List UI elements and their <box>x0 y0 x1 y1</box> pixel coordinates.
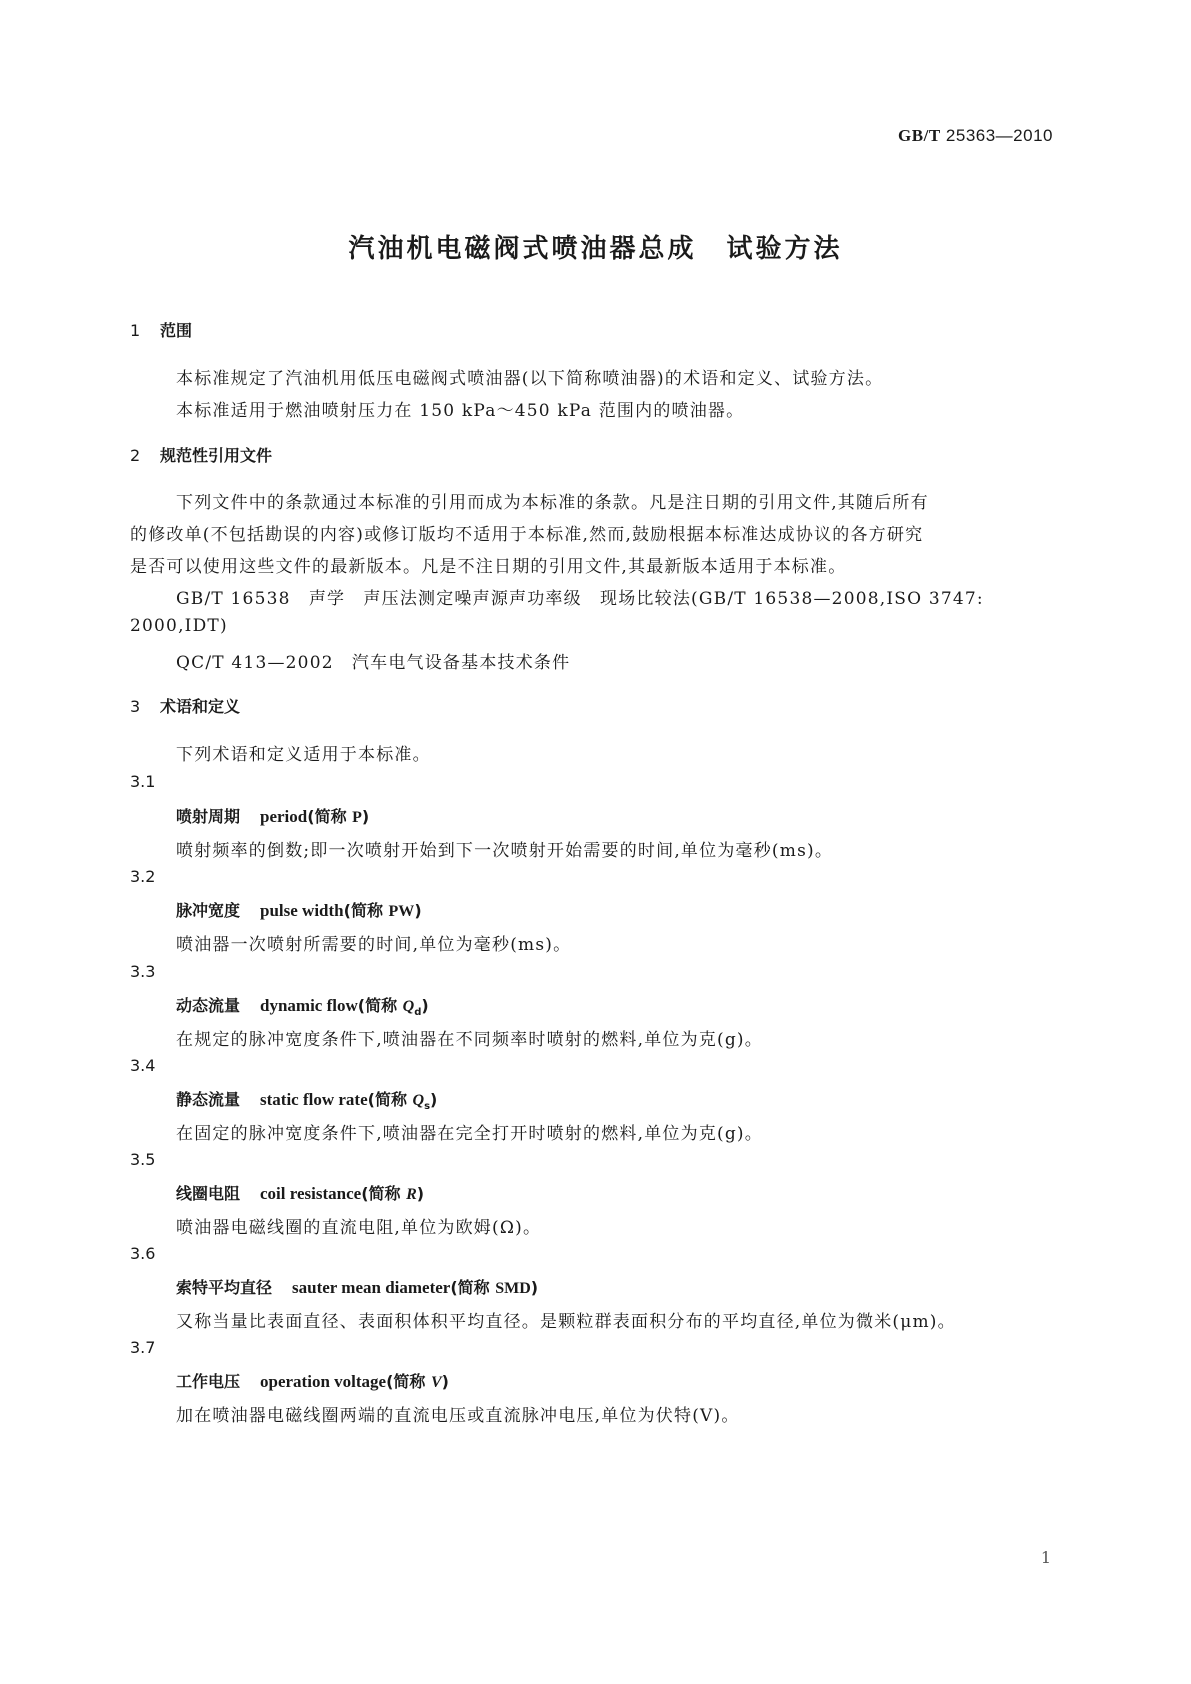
term-definition: 又称当量比表面直径、表面积体积平均直径。是颗粒群表面积分布的平均直径,单位为微米(μm)。 <box>176 1312 956 1332</box>
term-definition: 喷油器一次喷射所需要的时间,单位为毫秒(ms)。 <box>176 935 572 955</box>
term-number: 3.3 <box>130 962 156 981</box>
term-number: 3.6 <box>130 1244 156 1263</box>
standard-prefix: GB/T <box>898 126 941 145</box>
term-definition: 在规定的脉冲宽度条件下,喷油器在不同频率时喷射的燃料,单位为克(g)。 <box>176 1030 763 1050</box>
term-heading: 动态流量 dynamic flow(简称 $Q_d$) <box>176 996 429 1019</box>
term-number: 3.4 <box>130 1056 156 1075</box>
term-heading: 线圈电阻 coil resistance(简称 R) <box>176 1184 425 1203</box>
term-definition: 在固定的脉冲宽度条件下,喷油器在完全打开时喷射的燃料,单位为克(g)。 <box>176 1124 763 1144</box>
term-heading: 喷射周期 period(简称 P) <box>176 807 370 826</box>
document-title <box>0 228 1191 265</box>
term-definition: 加在喷油器电磁线圈两端的直流电压或直流脉冲电压,单位为伏特(V)。 <box>176 1406 740 1426</box>
paragraph: 下列文件中的条款通过本标准的引用而成为本标准的条款。凡是注日期的引用文件,其随后所有 <box>176 493 929 513</box>
paragraph: 是否可以使用这些文件的最新版本。凡是不注日期的引用文件,其最新版本适用于本标准。 <box>130 557 847 577</box>
term-heading: 静态流量 static flow rate(简称 $Q_s$) <box>176 1090 438 1113</box>
paragraph: 下列术语和定义适用于本标准。 <box>176 745 431 765</box>
paragraph: 本标准规定了汽油机用低压电磁阀式喷油器(以下简称喷油器)的术语和定义、试验方法。 <box>176 369 884 389</box>
reference-item-cont: 2000,IDT) <box>130 616 228 636</box>
term-definition: 喷油器电磁线圈的直流电阻,单位为欧姆(Ω)。 <box>176 1218 542 1238</box>
term-definition: 喷射频率的倒数;即一次喷射开始到下一次喷射开始需要的时间,单位为毫秒(ms)。 <box>176 841 834 861</box>
standard-code: 25363—2010 <box>945 126 1053 145</box>
standard-number <box>898 126 1053 146</box>
title-sub: 试验方法 <box>726 234 843 264</box>
paragraph: 的修改单(不包括勘误的内容)或修订版均不适用于本标准,然而,鼓励根据本标准达成协议的各方研究 <box>130 525 924 545</box>
term-number: 3.5 <box>130 1150 156 1169</box>
reference-item: QC/T 413—2002 汽车电气设备基本技术条件 <box>176 653 571 673</box>
term-heading: 索特平均直径 sauter mean diameter(简称 SMD) <box>176 1278 539 1297</box>
reference-item: GB/T 16538 声学 声压法测定噪声源声功率级 现场比较法(GB/T 16538—2008,ISO 3747: <box>176 589 984 609</box>
title-main: 汽油机电磁阀式喷油器总成 <box>348 234 697 264</box>
term-number: 3.1 <box>130 772 156 791</box>
page-number: 1 <box>1040 1548 1051 1567</box>
term-heading: 工作电压 operation voltage(简称 V) <box>176 1372 449 1391</box>
paragraph: 本标准适用于燃油喷射压力在 150 kPa～450 kPa 范围内的喷油器。 <box>176 401 745 421</box>
section-heading-scope: 1 范围 <box>130 321 193 340</box>
term-number: 3.2 <box>130 867 156 886</box>
term-heading: 脉冲宽度 pulse width(简称 PW) <box>176 901 422 920</box>
section-heading-terms-definitions: 3 术语和定义 <box>130 697 241 716</box>
section-heading-normative-references: 2 规范性引用文件 <box>130 446 273 465</box>
term-number: 3.7 <box>130 1338 156 1357</box>
